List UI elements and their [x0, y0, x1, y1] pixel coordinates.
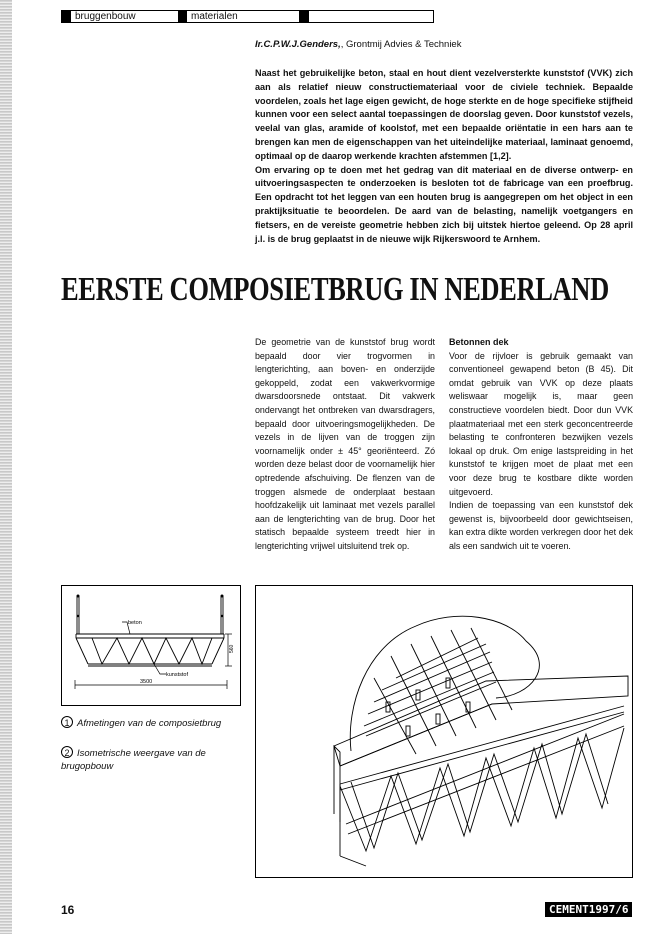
article-headline: EERSTE COMPOSIETBRUG IN NEDERLAND	[61, 271, 609, 308]
section-heading: Betonnen dek	[449, 337, 509, 347]
author-name: Ir.C.P.W.J.Genders,	[255, 39, 341, 50]
header-black-block	[299, 11, 309, 22]
label-beton: beton	[128, 620, 142, 626]
dimension-height: 560	[229, 644, 235, 653]
body-paragraph: De geometrie van de kunststof brug wordt bepaald door vier trogvormen in lengterichting, aan boven- en onderzijde gekoppeld, zodat een vakwerkvormige dwarsdoorsnede ontstaat. Dit vakwerk ondervangt het ontbreken van dwarsdragers, bepaald door uitvoeringsmogelijkheden. De vezels in de lijven van de troggen zijn voornamelijk onder ± 45° georiënteerd. Zó worden deze belast door de voornamelijk hier optredende afschuiving. De flenzen van de troggen alsmede de onderplaat bestaan hoofdzakelijk uit laminaat met vezels parallel aan de lengterichting van de brug. Door het statisch bepaalde systeem treedt hier in lengterichting vrijwel uitsluitend trek op.	[255, 337, 435, 551]
byline	[255, 39, 461, 50]
caption-number: 1	[61, 716, 73, 728]
header-section-label: bruggenbouw	[75, 11, 136, 22]
caption-text: Isometrische weergave van de brugopbouw	[61, 748, 206, 772]
isometric-drawing	[256, 586, 632, 877]
issue-label: CEMENT1997/6	[545, 902, 632, 917]
header-black-block	[62, 11, 71, 22]
scanned-binding-edge	[0, 0, 12, 934]
caption-number: 2	[61, 746, 73, 758]
label-kunststof: kunststof	[166, 672, 189, 678]
intro-paragraph: Naast het gebruikelijke beton, staal en hout dient vezelversterkte kunststof (VVK) zich aan als relatief nieuw constructiemateriaal voor de civiele techniek. Bepaalde voordelen, zoals het lage eigen gewicht, de hoge sterkte en de hoge specifieke stijfheid kunnen voor een select aantal toepassingen de doorslag geven. Door kunststof vezels, veelal van glas, aramide of koolstof, met een bepaalde oriëntatie in een hars aan te brengen kan men de eigenschappen van het uiteindelijke materiaal, laminaat genoemd, optimaal op de daarop werkende krachten afstemmen [1,2].	[255, 68, 633, 161]
body-column-right	[449, 336, 633, 554]
intro-text	[255, 67, 633, 246]
caption-text: Afmetingen van de composietbrug	[77, 718, 222, 729]
header-black-block	[178, 11, 187, 22]
intro-paragraph: Om ervaring op te doen met het gedrag van dit materiaal en de diverse ontwerp- en uitvoeringsaspecten te onderzoeken is besloten tot de fabricage van een proefbrug. Een opdracht tot het leggen van een houten brug is aangegrepen om het object in een praktijksituatie te beoordelen. De aard van de belasting, namelijk voetgangers en fietsers, en de vereiste geometrie hebben zich bij uitstek hiertoe geleend. Op 28 april j.l. is de brug geplaatst in de nieuwe wijk Rijkerswoord te Arnhem.	[255, 164, 633, 244]
figure-isometric-view	[255, 585, 633, 878]
header-topic-label: materialen	[191, 11, 238, 22]
figure-caption-2	[61, 746, 241, 773]
body-column-left	[255, 336, 435, 554]
figure-caption-1	[61, 716, 241, 730]
dimension-width: 3500	[140, 679, 153, 685]
cross-section-drawing	[62, 586, 240, 705]
page-number: 16	[61, 903, 75, 917]
body-paragraph: Indien de toepassing van een kunststof dek gewenst is, bijvoorbeeld door gewichtseisen, kan extra dikte worden verkregen door het dek als een sandwich uit te voeren.	[449, 500, 633, 551]
figure-cross-section	[61, 585, 241, 706]
section-header-bar	[61, 10, 434, 23]
header-empty-cell	[309, 11, 433, 22]
body-paragraph: Voor de rijvloer is gebruik gemaakt van conventioneel gewapend beton (B 45). Dit omdat gebruik van VVK op deze plaats weliswaar mogelijk is, maar geen constructieve voordelen biedt. Door dun VVK plaatmateriaal met een sterk geconcentreerde belasting te confronteren bezwijken vezels lokaal op druk. Om enige lastspreiding in het kunststof te krijgen moet de plaat met een voor deze brug te kostbare dikte worden uitgevoerd.	[449, 350, 633, 497]
author-organization: , Grontmij Advies & Techniek	[340, 39, 462, 50]
